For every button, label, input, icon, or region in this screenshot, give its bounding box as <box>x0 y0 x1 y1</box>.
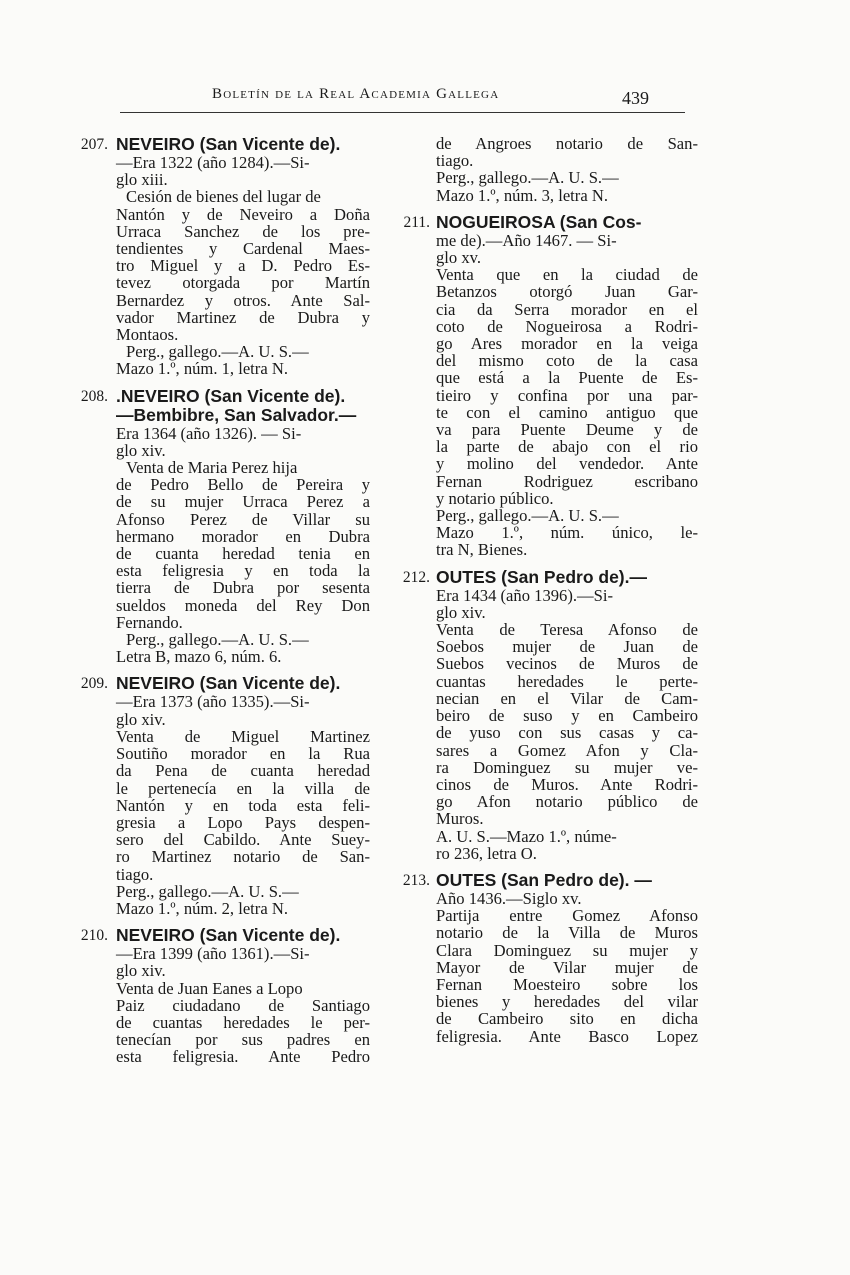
entry-text-line: de Angroes notario de San- <box>436 134 698 153</box>
entry-text-line: Era 1434 (año 1396).—Si- <box>436 585 613 605</box>
entry-text-line: Nantón y de Neveiro a Doña <box>116 204 370 224</box>
entry-heading: NEVEIRO (San Vicente de). <box>116 134 341 154</box>
running-header: Boletín de la Real Academia Gallega <box>212 86 500 102</box>
entry-text-line: tiago. <box>436 151 474 171</box>
entry-heading: NEVEIRO (San Vicente de). <box>116 925 341 946</box>
entry-text-line: Fernan Rodriguez escribano <box>436 471 698 491</box>
entry-text-line: Letra B, mazo 6, núm. 6. <box>116 647 282 667</box>
entry-text-line: Venta de Juan Eanes a Lopo <box>116 978 303 998</box>
entry-text-line: sero del Cabildo. Ante Suey- <box>116 830 370 850</box>
catalog-entry <box>380 213 700 559</box>
entry-text-line: Partija entre Gomez Afonso <box>436 906 698 926</box>
entry-text-line: Perg., gallego.—A. U. S.— <box>126 342 309 362</box>
entry-text-line: Era 1364 (año 1326). — Si- <box>116 423 302 443</box>
entry-text-line: coto de Nogueirosa a Rodri- <box>436 316 698 336</box>
entry-text-line: tiago. <box>116 864 154 884</box>
entry-text-line: Nantón y en toda esta feli- <box>116 795 370 815</box>
catalog-entry <box>0 674 380 917</box>
entry-text-line: y notario público. <box>436 488 554 508</box>
entry-text-line: Mazo 1.º, núm. 3, letra N. <box>436 185 608 205</box>
entry-text-line: glo xiv. <box>116 709 166 729</box>
entry-text-line: notario de la Villa de Muros <box>436 923 698 943</box>
entry-text-line: glo xiv. <box>116 440 166 460</box>
entry-text-line: Mazo 1.º, núm. 2, letra N. <box>116 898 288 918</box>
entry-text-line: te con el camino antiguo que <box>436 402 698 422</box>
entry-heading: OUTES (San Pedro de).— <box>436 566 647 587</box>
entry-text-line: Paiz ciudadano de Santiago <box>116 995 370 1015</box>
entry-text-line: Fernan Moesteiro sobre los <box>436 974 698 994</box>
entry-text-line: glo xiii. <box>116 170 168 190</box>
entry-text-line: —Era 1322 (año 1284).—Si- <box>116 153 310 172</box>
entry-text-line: de Cambeiro sito en dicha <box>436 1009 698 1029</box>
entry-text-line: cuantas heredades le perte- <box>436 671 698 691</box>
left-column <box>0 135 380 1075</box>
entry-text-line: de cuantas heredades le per- <box>116 1012 370 1032</box>
catalog-entry <box>0 926 380 1065</box>
entry-number: 208. <box>80 387 108 405</box>
entry-number: 213. <box>402 871 430 889</box>
entry-text-line: y molino del vendedor. Ante <box>436 454 698 474</box>
entry-text-line: Montaos. <box>116 325 179 345</box>
entry-text-line: Betanzos otorgó Juan Gar- <box>436 282 698 302</box>
entry-text-line: Muros. <box>436 809 484 829</box>
page-number: 439 <box>622 88 649 108</box>
entry-heading: NEVEIRO (San Vicente de). <box>116 673 341 694</box>
entry-text-line: Bernardez y otros. Ante Sal- <box>116 290 370 310</box>
entry-text-line: Afonso Perez de Villar su <box>116 509 370 529</box>
entry-text-line: de yuso con sus casas y ca- <box>436 723 698 743</box>
entry-text-line: tro Miguel y a D. Pedro Es- <box>116 256 370 276</box>
entry-text-line: tenecían por sus padres en <box>116 1030 370 1050</box>
catalog-entry <box>380 568 700 862</box>
entry-text-line: que está a la Puente de Es- <box>436 368 698 388</box>
entry-text-line: ro 236, letra O. <box>436 843 537 863</box>
entry-text-line: cinos de Muros. Ante Rodri- <box>436 774 698 794</box>
entry-text-line: beiro de suso y en Cambeiro <box>436 706 698 726</box>
entry-text-line: ra Dominguez su mujer ve- <box>436 757 698 777</box>
entry-number: 211. <box>403 213 430 231</box>
entry-text-line: le pertenecía en la villa de <box>116 778 370 798</box>
entry-text-line: Venta de Miguel Martinez <box>116 726 370 746</box>
entry-text-line: Mayor de Vilar mujer de <box>436 957 698 977</box>
entry-heading: OUTES (San Pedro de). — <box>436 869 652 890</box>
entry-text-line: cia da Serra morador en el <box>436 299 698 319</box>
entry-text-line: Perg., gallego.—A. U. S.— <box>126 630 309 650</box>
entry-text-line: go Afon notario público de <box>436 792 698 812</box>
entry-text-line: glo xiv. <box>436 602 486 622</box>
entry-text-line: tieiro y confina por una par- <box>436 385 698 405</box>
entry-number: 210. <box>80 927 108 945</box>
header-rule <box>120 112 685 113</box>
entry-text-line: sueldos moneda del Rey Don <box>116 595 370 615</box>
entry-number: 209. <box>80 675 108 693</box>
entry-text-line: tevez otorgada por Martín <box>116 273 370 293</box>
right-column <box>380 135 700 1054</box>
entry-text-line: tra N, Bienes. <box>436 540 528 560</box>
entry-text-line: de su mujer Urraca Perez a <box>116 492 370 512</box>
entry-text-line: me de).—Año 1467. — Si- <box>436 230 617 250</box>
entry-number: 207. <box>80 136 108 153</box>
entry-text-line: A. U. S.—Mazo 1.º, núme- <box>436 826 617 846</box>
entry-text-line: go Ares morador en la veiga <box>436 334 698 354</box>
catalog-entry <box>0 387 380 666</box>
entry-text-line: va para Puente Deume y de <box>436 420 698 440</box>
entry-text-line: la parte de abajo con el rio <box>436 437 698 457</box>
entry-text-line: de cuanta heredad tenia en <box>116 544 370 564</box>
entry-text-line: Perg., gallego.—A. U. S.— <box>116 881 299 901</box>
entry-text-line: gresia a Lopo Pays despen- <box>116 812 370 832</box>
entry-text-line: sares a Gomez Afon y Cla- <box>436 740 698 760</box>
entry-text-line: feligresia. Ante Basco Lopez <box>436 1026 698 1046</box>
entry-text-line: —Era 1399 (año 1361).—Si- <box>116 944 310 964</box>
entry-text-line: Año 1436.—Siglo xv. <box>436 888 582 908</box>
entry-heading: .NEVEIRO (San Vicente de). <box>116 385 346 406</box>
entry-text-line: hermano morador en Dubra <box>116 526 370 546</box>
entry-text-line: necian en el Vilar de Cam- <box>436 688 698 708</box>
entry-text-line: Perg., gallego.—A. U. S.— <box>436 168 619 188</box>
entry-text-line: Suebos vecinos de Muros de <box>436 654 698 674</box>
entry-number: 212. <box>402 568 430 586</box>
entry-text-line: —Era 1373 (año 1335).—Si- <box>116 692 310 712</box>
entry-heading: NOGUEIROSA (San Cos- <box>436 211 642 232</box>
entry-text-line: Venta de Teresa Afonso de <box>436 620 698 640</box>
entry-text-line: ro Martinez notario de San- <box>116 847 370 867</box>
entry-text-line: Clara Dominguez su mujer y <box>436 940 698 960</box>
entry-text-line: Venta de Maria Perez hija <box>126 458 298 478</box>
entry-text-line: del mismo coto de la casa <box>436 351 698 371</box>
entry-text-line: Perg., gallego.—A. U. S.— <box>436 506 619 526</box>
entry-text-line: Mazo 1.º, núm. único, le- <box>436 523 698 543</box>
entry-heading: —Bembibre, San Salvador.— <box>116 404 357 425</box>
entry-text-line: Fernando. <box>116 612 183 632</box>
entry-text-line: esta feligresia y en toda la <box>116 561 370 581</box>
entry-text-line: de Pedro Bello de Pereira y <box>116 475 370 495</box>
entry-text-line: Mazo 1.º, núm. 1, letra N. <box>116 359 288 379</box>
entry-text-line: glo xv. <box>436 248 482 268</box>
entry-text-line: Soebos mujer de Juan de <box>436 637 698 657</box>
entry-text-line: Cesión de bienes del lugar de <box>126 187 321 207</box>
entry-text-line: vador Martinez de Dubra y <box>116 307 370 327</box>
entry-text-line: tendientes y Cardenal Maes- <box>116 239 370 259</box>
entry-text-line: da Pena de cuanta heredad <box>116 761 370 781</box>
entry-text-line: Urraca Sanchez de los pre- <box>116 221 370 241</box>
catalog-entry <box>380 135 700 204</box>
catalog-entry <box>380 871 700 1045</box>
entry-text-line: esta feligresia. Ante Pedro <box>116 1047 370 1067</box>
catalog-entry <box>0 135 380 378</box>
entry-text-line: bienes y heredades del vilar <box>436 992 698 1012</box>
entry-text-line: tierra de Dubra por sesenta <box>116 578 370 598</box>
entry-text-line: glo xiv. <box>116 961 166 981</box>
entry-text-line: Venta que en la ciudad de <box>436 265 698 285</box>
entry-text-line: Soutiño morador en la Rua <box>116 744 370 764</box>
